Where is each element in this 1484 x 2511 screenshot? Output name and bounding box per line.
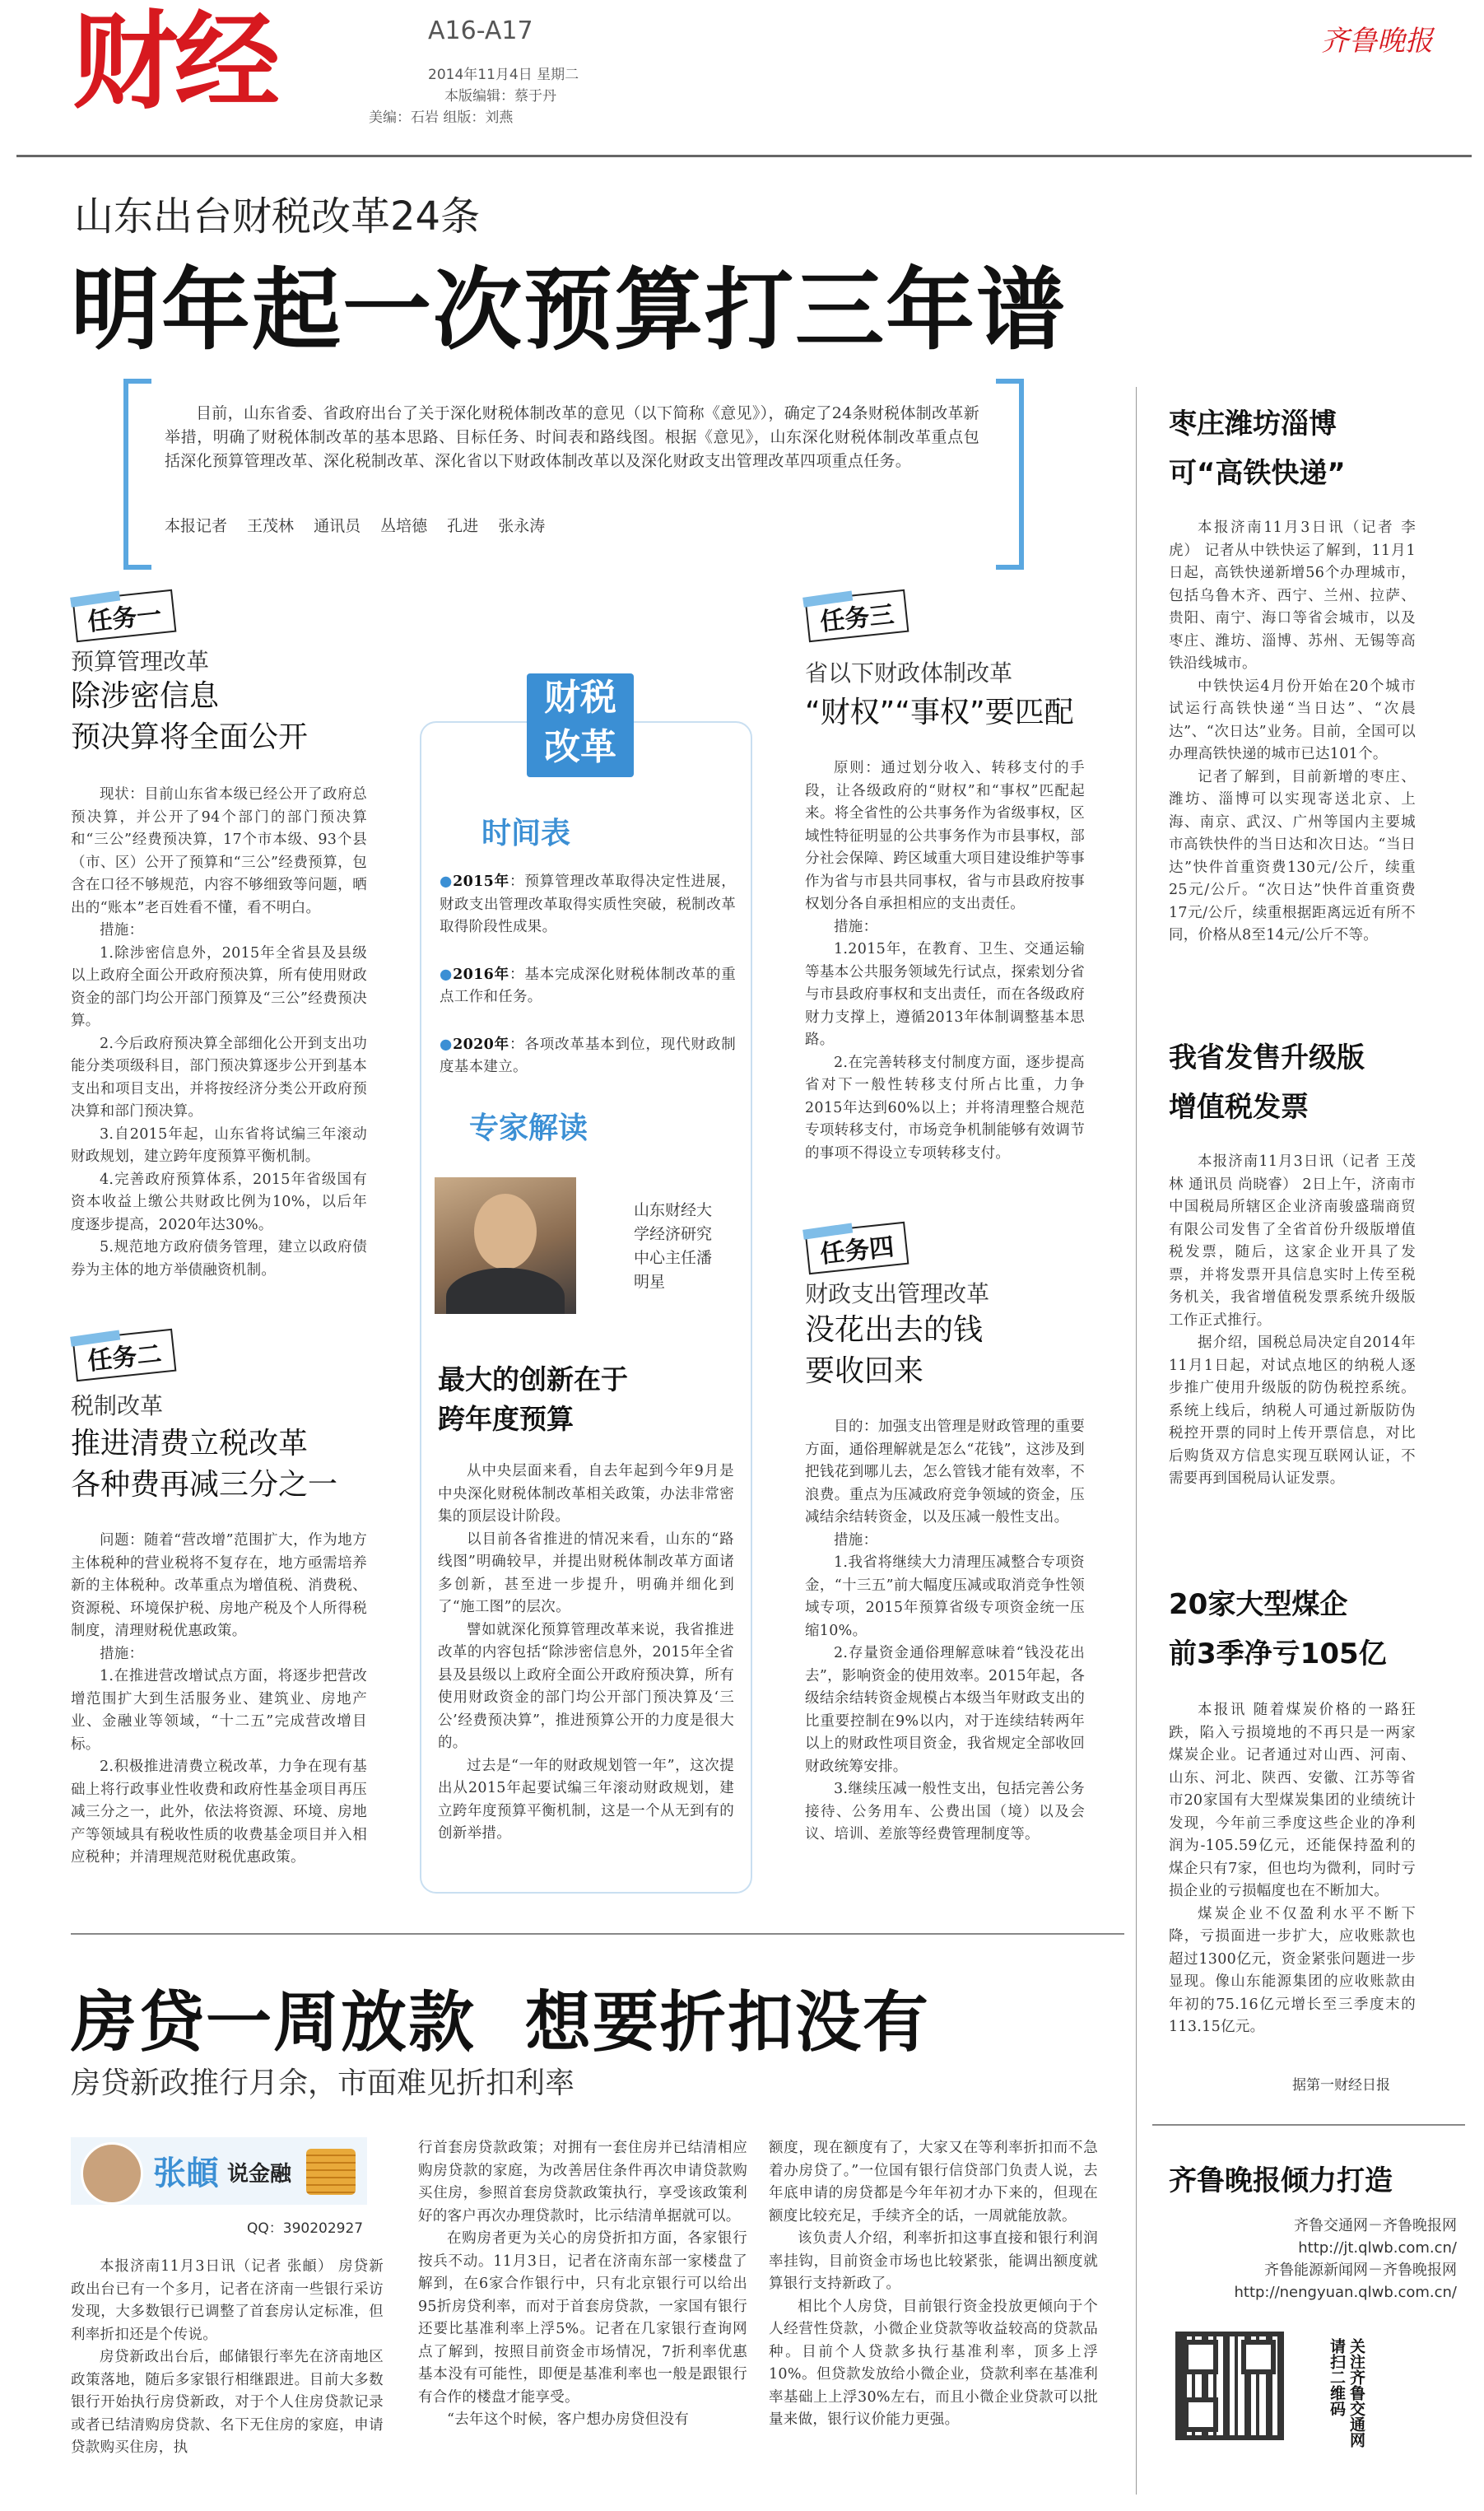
timeline-item: ●2015年：预算管理改革取得决定性进展，财政支出管理改革取得实质性突破，税制改革取得阶段性成果。	[440, 873, 736, 935]
side4-title: 齐鲁晚报倾力打造	[1169, 2164, 1393, 2197]
side3-body: 本报讯 随着煤炭价格的一路狂跌，陷入亏损境地的不再只是一两家煤炭企业。记者通过对山西、河南、山东、河北、陕西、安徽、江苏等省市20家国有大型煤炭集团的业绩统计发现，今年前三季度这些企业的净利润为-105.59亿元，还能保持盈利的煤企只有7家，但也均为微利，同时亏损企业的亏损幅度也在不断加大。 煤炭企业不仅盈利水平不断下降，亏损面进一步扩大，应收账款也超过1300亿元，资金紧张问题进一步显现。像山东能源集团的应收账款由年初的75.16亿元增长至三季度末的113.15亿元。	[1169, 1702, 1416, 2035]
side4-links	[1161, 2215, 1457, 2304]
column-divider	[1136, 387, 1137, 2495]
qr-caption: 关注齐鲁交通网 请扫二维码	[1328, 2338, 1365, 2448]
design-credit: 美编：石岩 组版：刘燕	[369, 109, 514, 126]
qr-code	[1175, 2332, 1284, 2440]
expert-headline2: 跨年度预算	[438, 1403, 574, 1435]
task2-body: 问题：随着“营改增”范围扩大，作为地方主体税种的营业税将不复存在，地方亟需培养新的主体税种。改革重点为增值税、消费税、资源税、环境保护税、房地产税及个人所得税制度，清理财税优惠政策。 措施： 1.在推进营改增试点方面，将逐步把营改增范围扩大到生活服务业、建筑业、房地产业、金融业等领域，“十二五”完成营改增目标。 2.积极推进清费立税改革，力争在现有基础上将行政事业性收费和政府性基金项目再压减三分之一，此外，依法将资源、环境、房地产等领域具有税收性质的收费基金项目并入相应税种；并清理规范财税优惠政策。	[71, 1532, 367, 1866]
task4-title2: 要收回来	[805, 1354, 924, 1388]
timeline-list	[440, 871, 736, 1079]
task1-sub: 预算管理改革	[71, 648, 210, 675]
coins-icon	[306, 2149, 356, 2195]
bottom-headline: 房贷一周放款 想要折扣没有	[71, 1984, 930, 2061]
task4-sub: 财政支出管理改革	[805, 1280, 990, 1307]
lead-byline: 本报记者 王茂林 通讯员 丛培德 孔进 张永涛	[165, 517, 546, 535]
side2-title2: 增值税发票	[1169, 1091, 1309, 1124]
task1-title2: 预决算将全面公开	[71, 720, 309, 754]
task3-sub: 省以下财政体制改革	[805, 659, 1013, 687]
expert-title: 专家解读	[469, 1111, 588, 1145]
timeline-item: ●2016年：基本完成深化财税体制改革的重点工作和任务。	[440, 966, 736, 1005]
qr-corner	[1184, 2340, 1218, 2374]
expert-face	[474, 1194, 537, 1269]
task1-title1: 除涉密信息	[71, 679, 220, 713]
side4-link[interactable]: http://jt.qlwb.com.cn/	[1298, 2239, 1457, 2257]
reform-logo-line2: 改革	[544, 726, 616, 768]
task3-title1: “财权”“事权”要匹配	[805, 696, 1074, 729]
bottom-col3: 额度，现在额度有了，大家又在等利率折扣而不急着办房贷了。”一位国有银行信贷部门负责人说，去年底申请的房贷都是今年年初才办下来的，但现在额度比较充足，手续齐全的话，一周就能放款。 该负责人介绍，利率折扣这事直接和银行利润率挂钩，目前资金市场也比较紧张，能调出额度就算银行支持新政了。 相比个人房贷，目前银行资金投放更倾向于个人经营性贷款，小微企业贷款等收益较高的贷款品种。目前个人贷款多执行基准利率，顶多上浮10%。但贷款发放给小微企业，贷款利率在基准利率基础上上浮30%左右，而且小微企业贷款可以批量来做，银行议价能力更强。	[769, 2140, 1098, 2428]
side3-title1: 20家大型煤企	[1169, 1588, 1348, 1621]
bottom-col2: 行首套房贷款政策；对拥有一套住房并已结清相应购房贷款的家庭，为改善居住条件再次申请贷款购买住房，参照首套房贷款政策执行，享受该政策利好的客户再次办理贷款时，比示结清单据就可以。 在购房者更为关心的房贷折扣方面，各家银行按兵不动。11月3日，记者在济南东部一家楼盘了解到，在6家合作银行中，只有北京银行可以给出95折房贷利率，而对于首套房贷款，一家国有银行还要比基准利率上浮5%。记者在几家银行查询网点了解到，按照目前资金市场情况，7折利率优惠基本没有可能性，即便是基准利率也一般是跟银行有合作的楼盘才能享受。 “去年这个时候，客户想办房贷但没有	[418, 2140, 747, 2428]
bottom-subtitle: 房贷新政推行月余，市面难见折扣利率	[71, 2066, 575, 2100]
expert-caption: 山东财经大学经济研究中心主任潘明星	[634, 1201, 713, 1291]
timeline-year: 2020年	[453, 1036, 509, 1053]
lead-bracket-right	[996, 379, 1024, 570]
bottom-col1: 本报济南11月3日讯（记者 张頔） 房贷新政出台已有一个多月，记者在济南一些银行采访发现，大多数银行已调整了首套房认定标准，但利率折扣还是个传说。 房贷新政出台后，邮储银行率先在济南地区政策落地，随后多家银行相继跟进。目前大多数银行开始执行房贷新政，对于个人住房贷款记录或者已结清购房贷款、名下无住房的家庭，申请贷款购买住房，执	[71, 2258, 384, 2456]
bottom-rule	[71, 1933, 1124, 1935]
reform-logo-line1: 财税	[544, 677, 616, 719]
section-logo: 财经	[72, 0, 277, 123]
reform-logo	[527, 673, 634, 777]
column-qq: QQ：390202927	[247, 2220, 364, 2237]
main-headline: 明年起一次预算打三年谱	[71, 259, 1068, 362]
task2-title1: 推进清费立税改革	[71, 1427, 309, 1460]
timeline-text: ：各项改革基本到位，现代财政制度基本建立。	[440, 1036, 736, 1075]
timeline-year: 2016年	[453, 966, 509, 983]
expert-headline1: 最大的创新在于	[438, 1363, 628, 1395]
expert-body	[446, 1268, 565, 1314]
editor-credit: 本版编辑：蔡于丹	[444, 88, 556, 105]
task4-title1: 没花出去的钱	[805, 1313, 984, 1347]
side1-title2: 可“高铁快递”	[1169, 457, 1346, 490]
task1-body: 现状：目前山东省本级已经公开了政府总预决算，并公开了94个部门的部门预决算和“三公”经费预决算，17个市本级、93个县（市、区）公开了预算和“三公”经费预算，包含在口径不够规范，内容不够细致等问题，晒出的“账本”老百姓看不懂，看不明白。 措施： 1.除涉密信息外，2015年全省县及县级以上政府全面公开政府预决算，所有使用财政资金的部门均公开部门预算及“三公”经费预决算。 2.今后政府预决算全部细化公开到支出功能分类项级科目，部门预决算逐步公开到基本支出和项目支出，并将按经济分类公开政府预决算和部门预决算。 3.自2015年起，山东省将试编三年滚动财政规划，建立跨年度预算平衡机制。 4.完善政府预算体系，2015年省级国有资本收益上缴公共财政比例为10%，以后年度逐步提高，2020年达30%。 5.规范地方政府债务管理，建立以政府债券为主体的地方举债融资机制。	[71, 786, 367, 1279]
task2-tag: 任务二	[72, 1329, 177, 1381]
columnist-name: 张頔	[153, 2155, 219, 2192]
task4-tag: 任务四	[805, 1222, 909, 1274]
lead-bracket-left	[123, 379, 151, 570]
paper-logo: 齐鲁晚报	[1321, 25, 1433, 58]
task2-sub: 税制改革	[71, 1392, 164, 1419]
expert-body: 从中央层面来看，自去年起到今年9月是中央深化财税体制改革相关政策，办法非常密集的顶层设计阶段。 以目前各省推进的情况来看，山东的“路线图”明确较早，并提出财税体制改革方面诸多创新，甚至进一步提升，明确并细化到了“施工图”的层次。 譬如就深化预算管理改革来说，我省推进改革的内容包括“除涉密信息外，2015年全省县及县级以上政府全面公开政府预决算，所有使用财政资金的部门均公开部门预决算及‘三公’经费预决算”，推进预算公开的力度是很大的。 过去是“一年的财政规划管一年”，这次提出从2015年起要试编三年滚动财政规划，建立跨年度预算平衡机制，这是一个从无到有的创新举措。	[438, 1463, 734, 1842]
qr-corner	[1184, 2397, 1218, 2432]
expert-photo	[435, 1177, 576, 1314]
task3-tag: 任务三	[805, 589, 909, 642]
timeline-text: ：基本完成深化财税体制改革的重点工作和任务。	[440, 966, 736, 1005]
timeline-item: ●2020年：各项改革基本到位，现代财政制度基本建立。	[440, 1036, 736, 1075]
timeline-text: ：预算管理改革取得决定性进展，财政支出管理改革取得实质性突破，税制改革取得阶段性成果。	[440, 873, 736, 935]
task1-tag: 任务一	[72, 589, 177, 642]
side3-source: 据第一财经日报	[1292, 2077, 1390, 2094]
lead-text: 目前，山东省委、省政府出台了关于深化财税体制改革的意见（以下简称《意见》），确定了24条财税体制改革新举措，明确了财税体制改革的基本思路、目标任务、时间表和路线图。根据《意见》，山东深化财税体制改革重点包括深化预算管理改革、深化税制改革、深化省以下财政体制改革以及深化财政支出管理改革四项重点任务。	[165, 404, 979, 470]
masthead-rule	[16, 155, 1472, 157]
column-suffix: 说金融	[227, 2162, 292, 2187]
side4-line: 齐鲁交通网－齐鲁晚报网	[1294, 2217, 1457, 2234]
side3-title2: 前3季净亏105亿	[1169, 1638, 1387, 1670]
qr-corner	[1241, 2340, 1276, 2374]
task2-title2: 各种费再减三分之一	[71, 1468, 338, 1502]
task3-body: 原则：通过划分收入、转移支付的手段，让各级政府的“财权”和“事权”匹配起来。将全省性的公共事务作为省级事权，区域性特征明显的公共事务作为市县事权，部分社会保障、跨区域重大项目建设维护等事作为省与市县共同事权，省与市县政府按事权划分各自承担相应的支出责任。 措施： 1.2015年，在教育、卫生、交通运输等基本公共服务领域先行试点，探索划分省与市县政府事权和支出责任，而在各级政府财力支撑上，遵循2013年体制调整基本思路。 2.在完善转移支付制度方面，逐步提高省对下一般性转移支付所占比重，力争2015年达到60%以上；并将清理整合规范专项转移支付，市场竞争机制能够有效调节的事项不得设立专项转移支付。	[805, 760, 1085, 1162]
side4-link[interactable]: http://nengyuan.qlwb.com.cn/	[1234, 2284, 1457, 2301]
column-banner	[71, 2137, 367, 2205]
columnist-avatar	[81, 2142, 143, 2205]
side4-line: 齐鲁能源新闻网－齐鲁晚报网	[1264, 2262, 1457, 2279]
task4-body: 目的：加强支出管理是财政管理的重要方面，通俗理解就是怎么“花钱”，这涉及到把钱花到哪儿去，怎么管钱才能有效率，不浪费。重点为压减政府竞争领域的资金，压减结余结转资金，以及压减一般性支出。 措施： 1.我省将继续大力清理压减整合专项资金，“十三五”前大幅度压减或取消竞争性领域专项，2015年预算省级专项资金统一压缩10%。 2.存量资金通俗理解意味着“钱没花出去”，影响资金的使用效率。2015年起，各级结余结转资金规模占本级当年财政支出的比重要控制在9%以内，对于连续结转两年以上的财政性项目资金，我省规定全部收回财政统筹安排。 3.继续压减一般性支出，包括完善公务接待、公务用车、公费出国（境）以及会议、培训、差旅等经费管理制度等。	[805, 1419, 1085, 1842]
side1-body: 本报济南11月3日讯（记者 李虎） 记者从中铁快运了解到，11月1日起，高铁快递新增56个办理城市，包括乌鲁木齐、西宁、兰州、拉萨、贵阳、南宁、海口等省会城市，以及枣庄、潍坊、淄博、苏州、无锡等高铁沿线城市。 中铁快运4月份开始在20个城市试运行高铁快递“当日达”、“次晨达”、“次日达”业务。目前，全国可以办理高铁快递的城市已达101个。 记者了解到，目前新增的枣庄、潍坊、淄博可以实现寄送北京、上海、南京、武汉、广州等国内主要城市高铁快件的当日达和次日达。“当日达”快件首重资费130元/公斤，续重25元/公斤。“次日达”快件首重资费17元/公斤，续重根据距离远近有所不同，价格从8至14元/公斤不等。	[1169, 519, 1416, 943]
kicker: 山东出台财税改革24条	[74, 193, 481, 240]
side-divider	[1152, 2124, 1465, 2126]
side2-title1: 我省发售升级版	[1169, 1041, 1365, 1074]
timeline-title: 时间表	[481, 817, 571, 850]
side2-body: 本报济南11月3日讯（记者 王茂林 通讯员 尚晓睿） 2日上午，济南市中国税局所辖区企业济南骏盛瑞商贸有限公司发售了全省首份升级版增值税发票，随后，这家企业开具了发票，并将发票开具信息实时上传至税务机关，我省增值税发票系统升级版工作正式推行。 据介绍，国税总局决定自2014年11月1日起，对试点地区的纳税人逐步推广使用升级版的防伪税控系统。系统上线后，纳税人可通过新版防伪税控开票的同时上传开票信息，对比后购货双方信息实现互联网认证，不需要再到国税局认证发票。	[1169, 1153, 1416, 1487]
side1-title1: 枣庄潍坊淄博	[1169, 408, 1337, 440]
issue-date: 2014年11月4日 星期二	[428, 67, 579, 83]
page-range: A16-A17	[428, 16, 533, 45]
timeline-year: 2015年	[453, 873, 509, 890]
